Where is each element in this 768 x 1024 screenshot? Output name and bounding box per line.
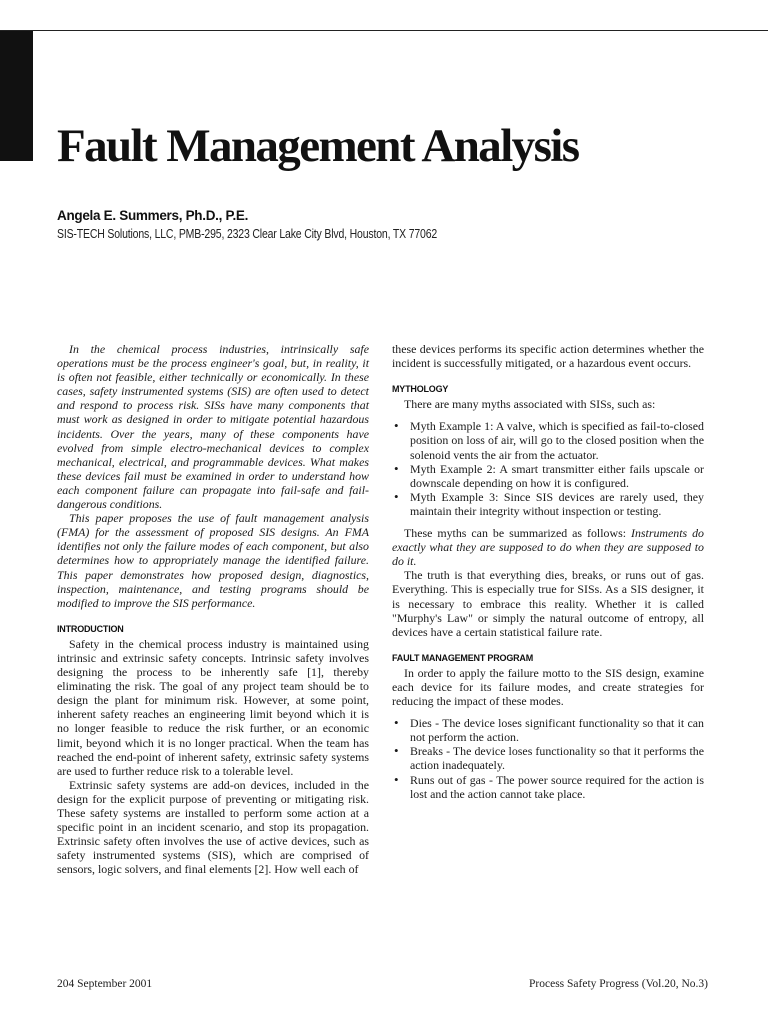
right-column (392, 342, 704, 809)
list-item: • Myth Example 2: A smart transmitter either fails upscale or downscale depending on how it is configured. (392, 462, 704, 490)
footer-journal: Process Safety Progress (Vol.20, No.3) (529, 978, 708, 990)
section-heading-fault-management-program: FAULT MANAGEMENT PROGRAM (392, 652, 534, 663)
myth-list (392, 419, 704, 518)
body-paragraph: Extrinsic safety systems are add-on devices, included in the design for the explicit purpose of preventing or mitigating risk. These safety systems are installed to perform some action at a specific point in an incident scenario, and stop its propagation. Extrinsic safety often involves the use of active devices, such as safety instrumented systems (SIS), which are comprised of sensors, logic solvers, and final elements [2]. How well each of (57, 777, 369, 877)
author-affiliation: SIS-TECH Solutions, LLC, PMB-295, 2323 Clear Lake City Blvd, Houston, TX 77062 (57, 227, 438, 241)
body-paragraph: In order to apply the failure motto to the SIS design, examine each device for its failure modes, and create strategies for reducing the impact of these modes. (392, 665, 704, 709)
section-heading-introduction: INTRODUCTION (57, 623, 124, 634)
section-heading-mythology: MYTHOLOGY (392, 384, 449, 395)
body-paragraph: Safety in the chemical process industry is maintained using intrinsic and extrinsic safety concepts. Intrinsic safety involves designing the process to be inherently safe [1], thereby eliminating the risk. The goal of any project team should be to design the plant for minimum risk. However, at some point, inherent safety reaches an engineering limit beyond which it is no longer feasible to reduce the risk further, or an economic limit, beyond which it is no longer practical. When the team has reached the end-point of inherent safety, extrinsic safety systems are used to further reduce risk to a tolerable level. (57, 636, 369, 778)
footer-page-date: 204 September 2001 (57, 978, 153, 990)
list-item: • Myth Example 3: Since SIS devices are rarely used, they maintain their integrity without inspection or testing. (392, 490, 704, 518)
author-name: Angela E. Summers, Ph.D., P.E. (57, 208, 249, 223)
body-paragraph: The truth is that everything dies, breaks, or runs out of gas. Everything. This is especially true for SISs. As a SIS designer, it is necessary to embrace this reality. Whether it is called "Murphy's Law" or simply the natural outcome of entropy, all devices have a certain statistical failure rate. (392, 568, 704, 639)
left-column (57, 342, 369, 876)
summary-emphasis: Instruments do exactly what they are supposed to do when they are supposed to do it. (392, 526, 704, 569)
list-item: • Myth Example 1: A valve, which is specified as fail-to-closed position on loss of air, will go to the closed position when the solenoid vents the air from the actuator. (392, 419, 704, 461)
abstract-paragraph: In the chemical process industries, intrinsically safe operations must be the process engineer's goal, but, in reality, it is often not feasible, either technically or economically. In these cases, safety instrumented systems (SIS) are often used to detect and respond to process risk. SISs have many components that must work as designed in order to mitigate potential hazardous incidents. Over the years, many of these components have evolved from simple electro-mechanical devices to complex mechanical, electrical, and programmable devices. What makes these devices fail must be examined in order to understand how each component failure can propagate into fail-safe and fail-dangerous conditions. (57, 342, 369, 512)
body-paragraph (392, 526, 704, 568)
body-paragraph: these devices performs its specific action determines whether the incident is successfully mitigated, or a hazardous event occurs. (392, 342, 704, 371)
summary-lead: These myths can be summarized as follows: (404, 526, 631, 541)
top-rule (0, 30, 768, 31)
abstract-paragraph: This paper proposes the use of fault management analysis (FMA) for the assessment of proposed SIS designs. An FMA identifies not only the failure modes of each component, but also determines how to appropriately manage the identified failure. This paper demonstrates how proposed design, diagnostics, inspection, maintenance, and testing programs should be modified to improve the SIS performance. (57, 511, 369, 610)
section-marker-bar (0, 31, 33, 161)
list-item: • Runs out of gas - The power source required for the action is lost and the action cannot take place. (392, 773, 704, 801)
failure-mode-list (392, 716, 704, 801)
article-title: Fault Management Analysis (57, 120, 579, 172)
body-paragraph: There are many myths associated with SISs, such as: (404, 397, 656, 412)
list-item: • Breaks - The device loses functionality so that it performs the action inadequately. (392, 744, 704, 772)
list-item: • Dies - The device loses significant functionality so that it can not perform the action. (392, 716, 704, 744)
